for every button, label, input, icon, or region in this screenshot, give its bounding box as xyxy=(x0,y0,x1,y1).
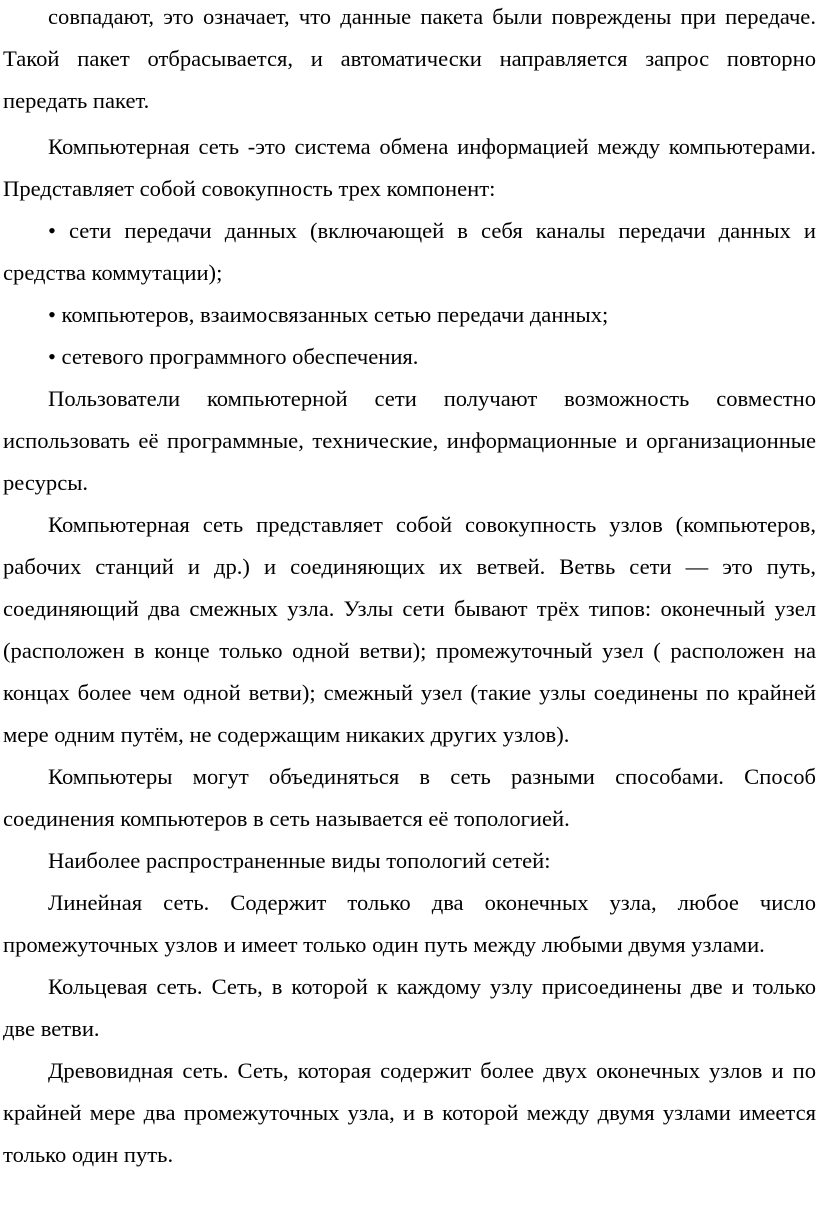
list-item-computers: • компьютеров, взаимосвязанных сетью передачи данных; xyxy=(48,302,609,327)
paragraph-ring-network: Кольцевая сеть. Сеть, в которой к каждому узлу присоединены две и только две ветви. xyxy=(3,974,816,1041)
paragraph-network-definition: Компьютерная сеть -это система обмена информацией между компьютерами. Представляет собой совокупность трех компонент: xyxy=(3,134,816,201)
paragraph-users: Пользователи компьютерной сети получают возможность совместно использовать её программные, технические, информационные и организационные ресурсы. xyxy=(3,386,816,495)
list-item-network-software: • сетевого программного обеспечения. xyxy=(48,344,419,369)
list-item-data-network: • сети передачи данных (включающей в себя каналы передачи данных и средства коммутации); xyxy=(3,218,816,285)
paragraph-topology-types: Наиболее распространенные виды топологий сетей: xyxy=(48,848,551,873)
paragraph-nodes-branches: Компьютерная сеть представляет собой совокупность узлов (компьютеров, рабочих станций и др.) и соединяющих их ветвей. Ветвь сети — это путь, соединяющий два смежных узла. Узлы сети бывают трёх типов: оконечный узел (расположен в конце только одной ветви); промежуточный узел ( расположен на концах более чем одной ветви); смежный узел (такие узлы соединены по крайней мере одним путём, не содержащим никаких других узлов). xyxy=(3,512,816,747)
paragraph-packet-damage: совпадают, это означает, что данные пакета были повреждены при передаче. Такой пакет отбрасывается, и автоматически направляется запрос повторно передать пакет. xyxy=(3,4,816,113)
paragraph-tree-network: Древовидная сеть. Сеть, которая содержит более двух оконечных узлов и по крайней мере два промежуточных узла, и в которой между двумя узлами имеется только один путь. xyxy=(3,1058,816,1167)
paragraph-topology: Компьютеры могут объединяться в сеть разными способами. Способ соединения компьютеров в сеть называется её топологией. xyxy=(3,764,816,831)
paragraph-linear-network: Линейная сеть. Содержит только два оконечных узла, любое число промежуточных узлов и имеет только один путь между любыми двумя узлами. xyxy=(3,890,816,957)
